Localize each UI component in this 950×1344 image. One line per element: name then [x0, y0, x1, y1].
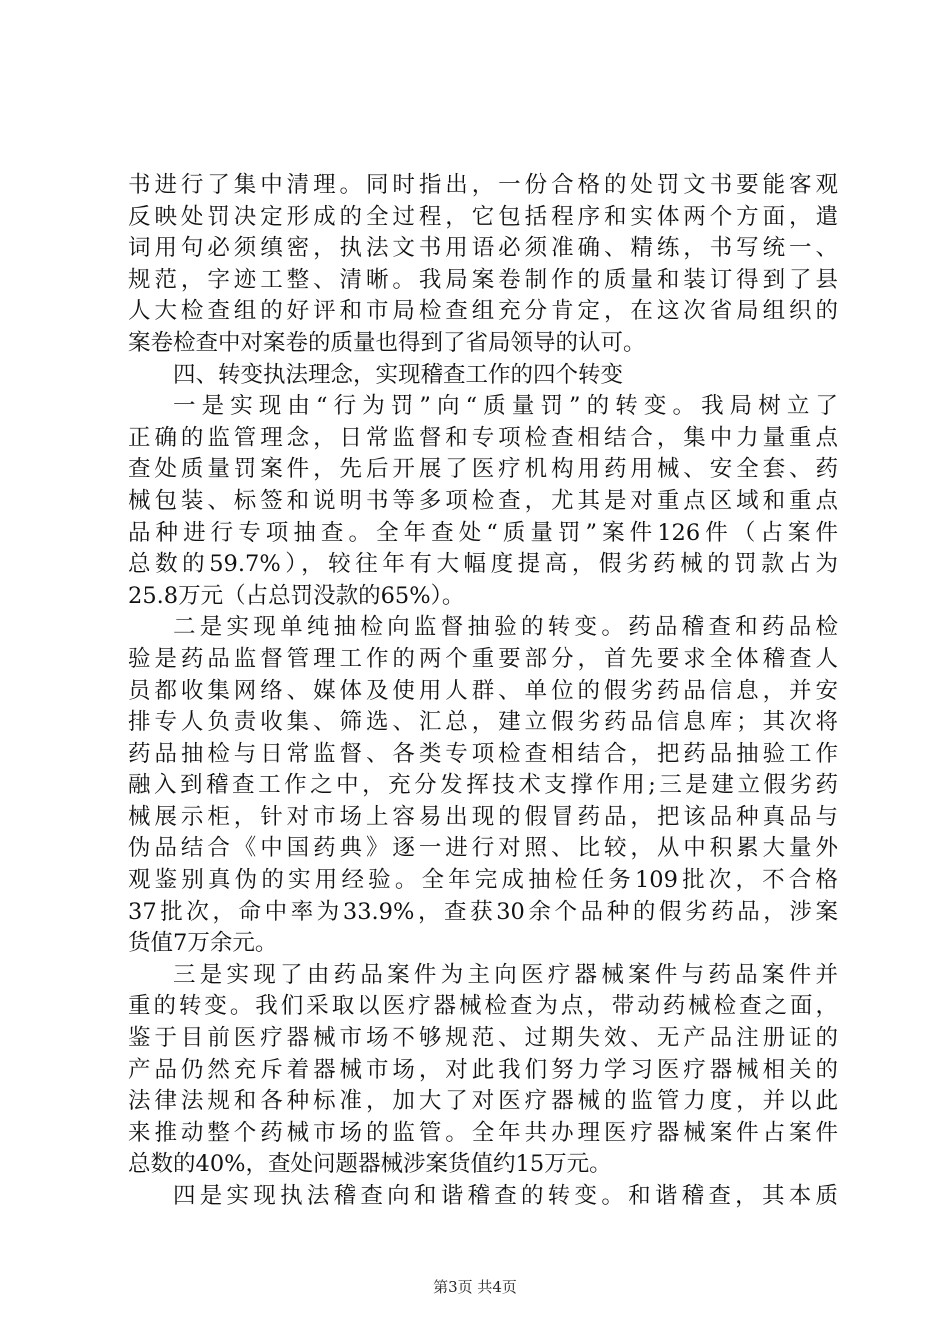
text-line: 法律法规和各种标准，加大了对医疗器械的监管力度，并以此 [128, 1088, 838, 1115]
text-line: 融入到稽查工作之中，充分发挥技术支撑作用;三是建立假劣药 [128, 772, 838, 799]
text-line: 品种进行专项抽查。全年查处“质量罚”案件126件（占案件 [128, 519, 838, 546]
text-line: 四是实现执法稽查向和谐稽查的转变。和谐稽查，其本质 [173, 1183, 838, 1209]
text-line: 鉴于目前医疗器械市场不够规范、过期失效、无产品注册证的 [128, 1025, 838, 1052]
text-line: 伪品结合《中国药典》逐一进行对照、比较，从中积累大量外 [128, 835, 838, 862]
text-line: 人大检查组的好评和市局检查组充分肯定，在这次省局组织的 [128, 298, 838, 325]
text-line: 械展示柜，针对市场上容易出现的假冒药品，把该品种真品与 [128, 803, 838, 830]
paragraph [128, 960, 838, 1181]
text-line: 验是药品监督管理工作的两个重要部分，首先要求全体稽查人 [128, 645, 838, 672]
text-line: 书进行了集中清理。同时指出，一份合格的处罚文书要能客观 [128, 172, 838, 198]
text-line: 货值7万余元。 [128, 930, 278, 957]
text-line: 重的转变。我们采取以医疗器械检查为点，带动药械检查之面， [128, 993, 838, 1020]
document-body [128, 170, 838, 1213]
text-line: 药品抽检与日常监督、各类专项检查相结合，把药品抽验工作 [128, 740, 838, 767]
text-line: 排专人负责收集、筛选、汇总，建立假劣药品信息库；其次将 [128, 709, 838, 736]
paragraph [128, 1181, 838, 1213]
text-line: 总数的59.7%），较往年有大幅度提高，假劣药械的罚款占为 [128, 551, 838, 578]
text-line: 员都收集网络、媒体及使用人群、单位的假劣药品信息，并安 [128, 677, 838, 704]
paragraph [128, 170, 838, 360]
paragraph [128, 612, 838, 960]
text-line: 来推动整个药械市场的监管。全年共办理医疗器械案件占案件 [128, 1119, 838, 1146]
text-line: 规范，字迹工整、清晰。我局案卷制作的质量和装订得到了县 [128, 266, 838, 293]
text-line: 25.8万元（占总罚没款的65%）。 [128, 582, 465, 609]
text-line: 四、转变执法理念，实现稽查工作的四个转变 [173, 361, 624, 388]
text-line: 37批次，命中率为33.9%，查获30余个品种的假劣药品，涉案 [128, 898, 838, 925]
text-line: 产品仍然充斥着器械市场，对此我们努力学习医疗器械相关的 [128, 1056, 838, 1083]
text-line: 案卷检查中对案卷的质量也得到了省局领导的认可。 [128, 329, 646, 356]
text-line: 查处质量罚案件，先后开展了医疗机构用药用械、安全套、药 [128, 456, 838, 483]
text-line: 总数的40%，查处问题器械涉案货值约15万元。 [128, 1151, 612, 1178]
text-line: 正确的监管理念，日常监督和专项检查相结合，集中力量重点 [128, 424, 838, 451]
paragraph [128, 391, 838, 612]
page-footer: 第3页 共4页 [433, 1278, 517, 1296]
text-line: 反映处罚决定形成的全过程，它包括程序和实体两个方面，遣 [128, 203, 838, 230]
text-line: 一是实现由“行为罚”向“质量罚”的转变。我局树立了 [173, 393, 838, 420]
text-line: 三是实现了由药品案件为主向医疗器械案件与药品案件并 [173, 961, 838, 988]
text-line: 观鉴别真伪的实用经验。全年完成抽检任务109批次，不合格 [128, 867, 838, 894]
text-line: 二是实现单纯抽检向监督抽验的转变。药品稽查和药品检 [173, 614, 838, 641]
text-line: 械包装、标签和说明书等多项检查，尤其是对重点区域和重点 [128, 487, 838, 514]
text-line: 词用句必须缜密，执法文书用语必须准确、精练，书写统一、 [128, 235, 838, 262]
section-heading [128, 360, 838, 392]
